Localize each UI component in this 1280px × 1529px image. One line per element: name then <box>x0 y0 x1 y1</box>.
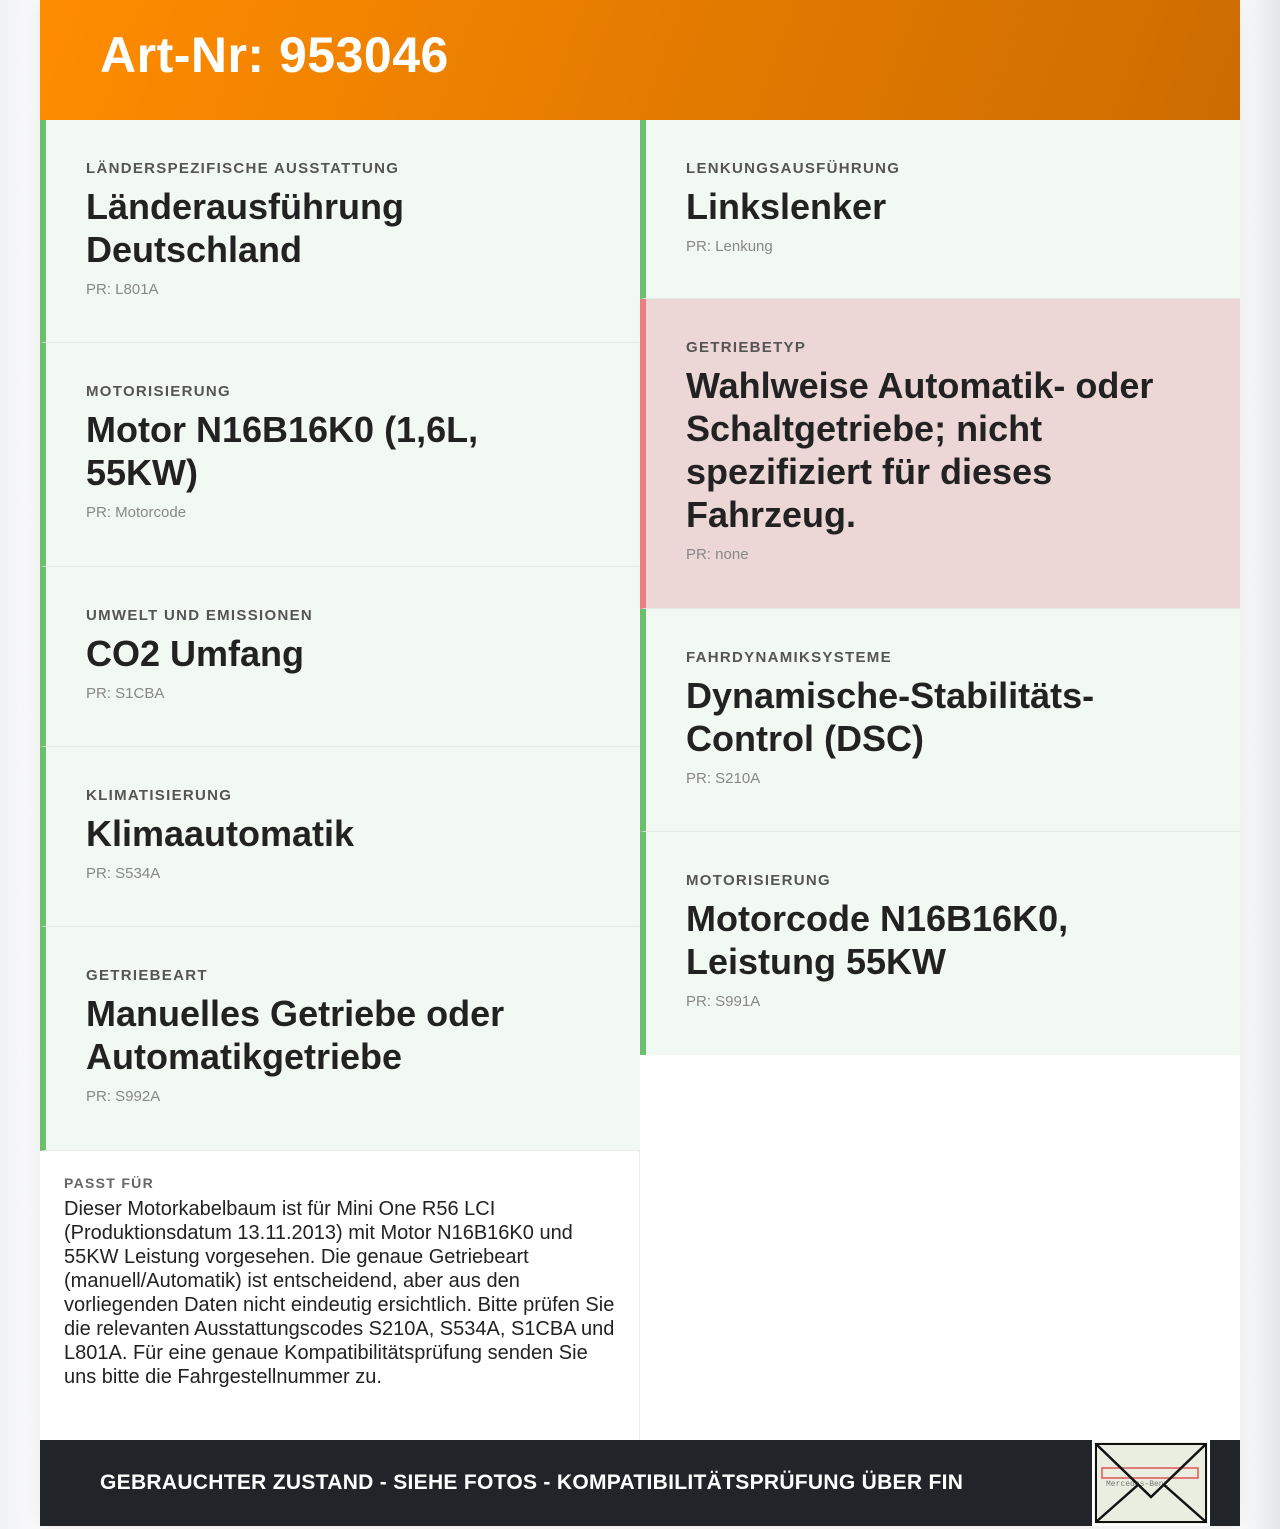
footer-text: GEBRAUCHTER ZUSTAND - SIEHE FOTOS - KOMPATIBILITÄTSPRÜFUNG ÜBER FIN <box>100 1471 964 1494</box>
card-pr-code: PR: L801A <box>86 281 159 298</box>
card-title: Manuelles Getriebe oder Automatikgetriebe <box>86 993 505 1077</box>
card-pr-code: PR: S210A <box>686 770 761 787</box>
card-pr-code: PR: Lenkung <box>686 238 773 255</box>
spec-card <box>40 927 640 1151</box>
spec-card <box>640 832 1240 1055</box>
card-label: UMWELT UND EMISSIONEN <box>86 607 314 624</box>
card-label: LENKUNGSAUSFÜHRUNG <box>686 160 901 177</box>
compatibility-section <box>40 1151 640 1441</box>
spec-card <box>40 747 640 927</box>
card-label: LÄNDERSPEZIFISCHE AUSSTATTUNG <box>86 160 400 177</box>
right-column <box>640 120 1240 1441</box>
card-label: KLIMATISIERUNG <box>86 787 233 804</box>
card-title: Dynamische-Stabilitäts-Control (DSC) <box>686 675 1095 759</box>
svg-text:Mercedes-Benz: Mercedes-Benz <box>1106 1480 1169 1489</box>
card-label: FAHRDYNAMIKSYSTEME <box>686 649 892 666</box>
card-title: Motor N16B16K0 (1,6L, 55KW) <box>86 409 479 493</box>
vin-envelope-image <box>1092 1440 1210 1526</box>
card-pr-code: PR: S534A <box>86 865 161 882</box>
footer-banner <box>40 1440 1240 1526</box>
card-title: Motorcode N16B16K0, Leistung 55KW <box>686 898 1069 982</box>
compatibility-text: Dieser Motorkabelbaum ist für Mini One R56 LCI (Produktionsdatum 13.11.2013) mit Motor N16B16K0 und 55KW Leistung vorgesehen. Die genaue Getriebeart (manuell/Automatik) ist entscheidend, aber aus den vorliegenden Daten nicht eindeutig ersichtlich. Bitte prüfen Sie die relevanten Ausstattungscodes S210A, S534A, S1CBA und L801A. Für eine genaue Kompatibilitätsprüfung senden Sie uns bitte die Fahrgestellnummer zu. <box>64 1198 615 1388</box>
card-pr-code: PR: S1CBA <box>86 685 165 702</box>
card-label: GETRIEBETYP <box>686 339 807 356</box>
spec-card <box>40 567 640 747</box>
card-pr-code: PR: S991A <box>686 993 761 1010</box>
spec-card <box>640 609 1240 832</box>
card-title: Linkslenker <box>686 186 887 227</box>
compatibility-label: PASST FÜR <box>64 1175 154 1191</box>
card-label: MOTORISIERUNG <box>686 872 831 889</box>
card-pr-code: PR: Motorcode <box>86 504 187 521</box>
left-column <box>40 120 640 1441</box>
spec-card-warning <box>640 299 1240 609</box>
card-title: Klimaautomatik <box>86 813 355 854</box>
header <box>40 0 1240 120</box>
card-label: GETRIEBEART <box>86 967 208 984</box>
spec-card <box>40 343 640 567</box>
card-pr-code: PR: S992A <box>86 1088 161 1105</box>
card-title: Wahlweise Automatik- oder Schaltgetriebe; nicht spezifiziert für dieses Fahrzeug. <box>686 365 1154 535</box>
spec-card <box>640 120 1240 299</box>
card-pr-code: PR: none <box>686 546 749 563</box>
page <box>40 0 1240 1526</box>
card-label: MOTORISIERUNG <box>86 383 231 400</box>
card-title: Länderausführung Deutschland <box>86 186 405 270</box>
card-title: CO2 Umfang <box>86 633 305 674</box>
page-title: Art-Nr: 953046 <box>100 27 449 83</box>
spec-card <box>40 120 640 343</box>
